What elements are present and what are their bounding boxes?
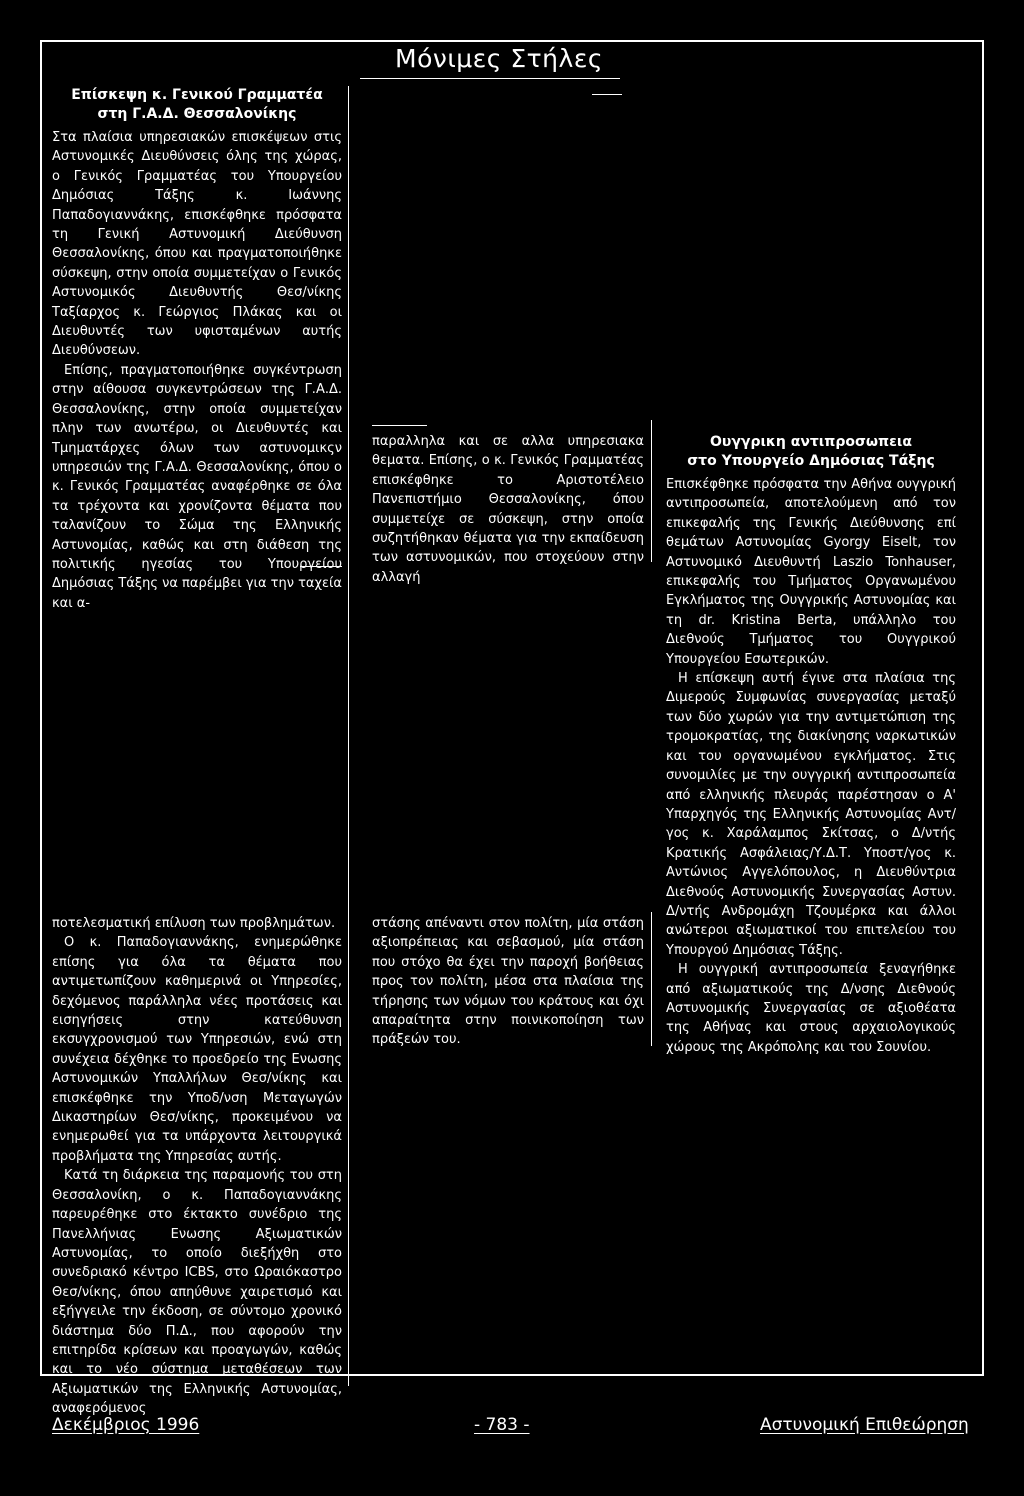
col1-top-text	[52, 128, 342, 613]
col3-text	[666, 475, 956, 1057]
col2-top-text	[372, 432, 644, 587]
col2-bottom-paragraph: στάσης απέναντι στον πολίτη, μία στάση αξιοπρέπειας και σεβασμού, μία στάση που στόχο θα έχει την παροχή βοήθειας προς τον πολίτη, μέσα στα πλαίσια της τήρησης των νόμων του κράτους και όχι απαραίτητα στην ποινικοποίηση των πράξεών του.	[372, 916, 644, 1048]
col3-paragraph-1: Επισκέφθηκε πρόσφατα την Αθήνα ουγγρική αντιπροσωπεία, αποτελούμενη από τον επικεφαλής της Γενικής Διεύθυνσης επί θεμάτων Αστυνομίας Gyorgy Eiselt, τον Αστυνομικό Διευθυντή Laszio Tonhauser, επικεφαλής του Τμήματος Οργανωμένου Εγκλήματος της Ουγγρικής Αστυνομίας και τη dr. Kristina Berta, υπάλληλο του Διεθνούς Τμήματος του Ουγγρικού Υπουργείου Εσωτερικών.	[666, 477, 956, 667]
col1-heading	[52, 86, 342, 124]
title-rule	[592, 94, 622, 95]
col3-paragraph-3: Η ουγγρική αντιπροσωπεία ξεναγήθηκε από αξιωματικούς της Δ/νσης Διεθνούς Αστυνομικής Συνεργασίας σε αξιοθέατα της Αθήνας και στους αρχαιολογικούς χώρους της Ακρόπολης και του Σουνίου.	[666, 962, 956, 1055]
col2-top-paragraph: παραλληλα και σε αλλα υπηρεσιακα θεματα. Επίσης, ο κ. Γενικός Γραμματέας επισκέφθηκε το Αριστοτέλειο Πανεπιστήμιο Θεσσαλονίκης, όπου συμμετείχε σε σύσκεψη, στην οποία συζητήθηκαν θέματα για την εκπαίδευση των αστυνομικών, που στοχεύουν στην αλλαγή	[372, 434, 644, 585]
col3-heading	[666, 433, 956, 471]
col2-short-rule	[372, 425, 427, 426]
column-divider-right-top	[651, 420, 652, 562]
col2-bottom-text	[372, 914, 644, 1050]
footer-date: Δεκέμβριος 1996	[52, 1415, 200, 1435]
column-divider-right-bottom	[651, 912, 652, 1046]
footer-page-number: - 783 -	[474, 1415, 530, 1435]
col3-heading-line1: Ουγγρικη αντιπροσωπεια	[710, 434, 912, 450]
col1-top-paragraph-2: Επίσης, πραγματοποιήθηκε συγκέντρωση στην αίθουσα συγκεντρώσεων της Γ.Α.Δ. Θεσσαλονίκης, στην οποία συμμετείχαν πλην των ανωτέρω, οι Διευθυντές και Τμηματάρχες όλων των αστυνομικςν υπηρεσιών της Γ.Α.Δ. Θεσσαλονίκης, όπου ο κ. Γενικός Γραμματέας αναφέρθηκε σε όλα τα τρέχοντα και χρονίζοντα θέματα που ταλανίζουν το Σώμα της Ελληνικής Αστυνομίας, καθώς και στη διάθεση της πολιτικής ηγεσίας του Υπουργείου Δημόσιας Τάξης να παρέμβει για την ταχεία και α-	[52, 362, 343, 611]
col3-heading-line2: στο Υπουργείο Δημόσιας Τάξης	[687, 453, 935, 469]
title-underline	[360, 78, 620, 79]
col1-heading-line2: στη Γ.Α.Δ. Θεσσαλονίκης	[97, 106, 297, 122]
col3-paragraph-2: Η επίσκεψη αυτή έγινε στα πλαίσια της Διμερούς Συμφωνίας συνεργασίας μεταξύ των δύο χωρών για την αντιμετώπιση της τρομοκρατίας, της διακίνησης ναρκωτικών και του οργανωμένου εγκλήματος. Στις συνομιλίες με την ουγγρική αντιπροσωπεία από ελληνικής πλευράς παρέστησαν ο Α' Υπαρχηγός της Ελληνικής Αστυνομίας Αντ/γος κ. Χαράλαμπος Σκίτσας, ο Δ/ντής Κρατικής Ασφάλειας/Υ.Δ.Τ. Υποστ/γος κ. Αντώνιος Αγγελόπουλος, η Διευθύντρια Διεθνούς Αστυνομικής Συνεργασίας Αστυν. Δ/ντής Ανδρομάχη Τζουμέρκα και άλλοι ανώτεροι αξιωματικοί του επιτελείου του Υπουργού Δημόσιας Τάξης.	[666, 671, 956, 958]
section-title: Μόνιμες Στήλες	[395, 44, 604, 73]
col1-bottom-text	[52, 914, 342, 1419]
col1-bottom-paragraph-1: ποτελεσματική επίλυση των προβλημάτων.	[52, 916, 336, 931]
col1-bottom-paragraph-3: Κατά τη διάρκεια της παραμονής του στη Θεσσαλονίκη, ο κ. Παπαδογιαννάκης παρευρέθηκε στο έκτακτο συνέδριο της Πανελλήνιας Ενωσης Αξιωματικών Αστυνομίας, το οποίο διεξήχθη στο συνεδριακό κέντρο ICBS, στο Ωραιόκαστρο Θεσ/νίκης, όπου απηύθυνε χαιρετισμό και εξήγγειλε την έκδοση, σε σύντομο χρονικό διάστημα δύο Π.Δ., που αφορούν την επιτηρίδα κρίσεων και προαγωγών, καθώς και το νέο σύστημα μεταθέσεων των Αξιωματικών της Ελληνικής Αστυνομίας, αναφερόμενος	[52, 1168, 342, 1417]
column-divider-left	[348, 86, 349, 1386]
col1-top-paragraph-1: Στα πλαίσια υπηρεσιακών επισκέψεων στις Αστυνομικές Διευθύνσεις όλης της χώρας, ο Γενικός Γραμματέας του Υπουργείου Δημόσιας Τάξης κ. Ιωάννης Παπαδογιαννάκης, επισκέφθηκε πρόσφατα τη Γενική Αστυνομική Διεύθυνση Θεσσαλονίκης, όπου και πραγματοποιήθηκε σύσκεψη, στην οποία συμμετείχαν ο Γενικός Αστυνομικός Διευθυντής Θεσ/νίκης Ταξίαρχος κ. Γεώργιος Πλάκας και οι Διευθυντές των υφισταμένων αυτής Διευθύνσεων.	[52, 130, 342, 359]
col1-bottom-paragraph-2: Ο κ. Παπαδογιαννάκης, ενημερώθηκε επίσης για όλα τα θέματα που αντιμετωπίζουν καθημερινά οι Υπηρεσίες, δεχόμενος παράλληλα νέες προτάσεις και εισηγήσεις στην κατεύθυνση εκσυγχρονισμού των Υπηρεσιών, ενώ στη συνέχεια δέχθηκε το προεδρείο της Ενωσης Αστυνομικών Υπαλλήλων Θεσ/νίκης και επισκέφθηκε την Υποδ/νση Μεταγωγών Δικαστηρίων Θεσ/νίκης, προκειμένου να ενημερωθεί για τα υπάρχοντα λειτουργικά προβλήματα της Υπηρεσίας αυτής.	[52, 935, 342, 1164]
col1-heading-line1: Επίσκεψη κ. Γενικού Γραμματέα	[71, 87, 323, 103]
footer-publication: Αστυνομική Επιθεώρηση	[760, 1415, 969, 1435]
